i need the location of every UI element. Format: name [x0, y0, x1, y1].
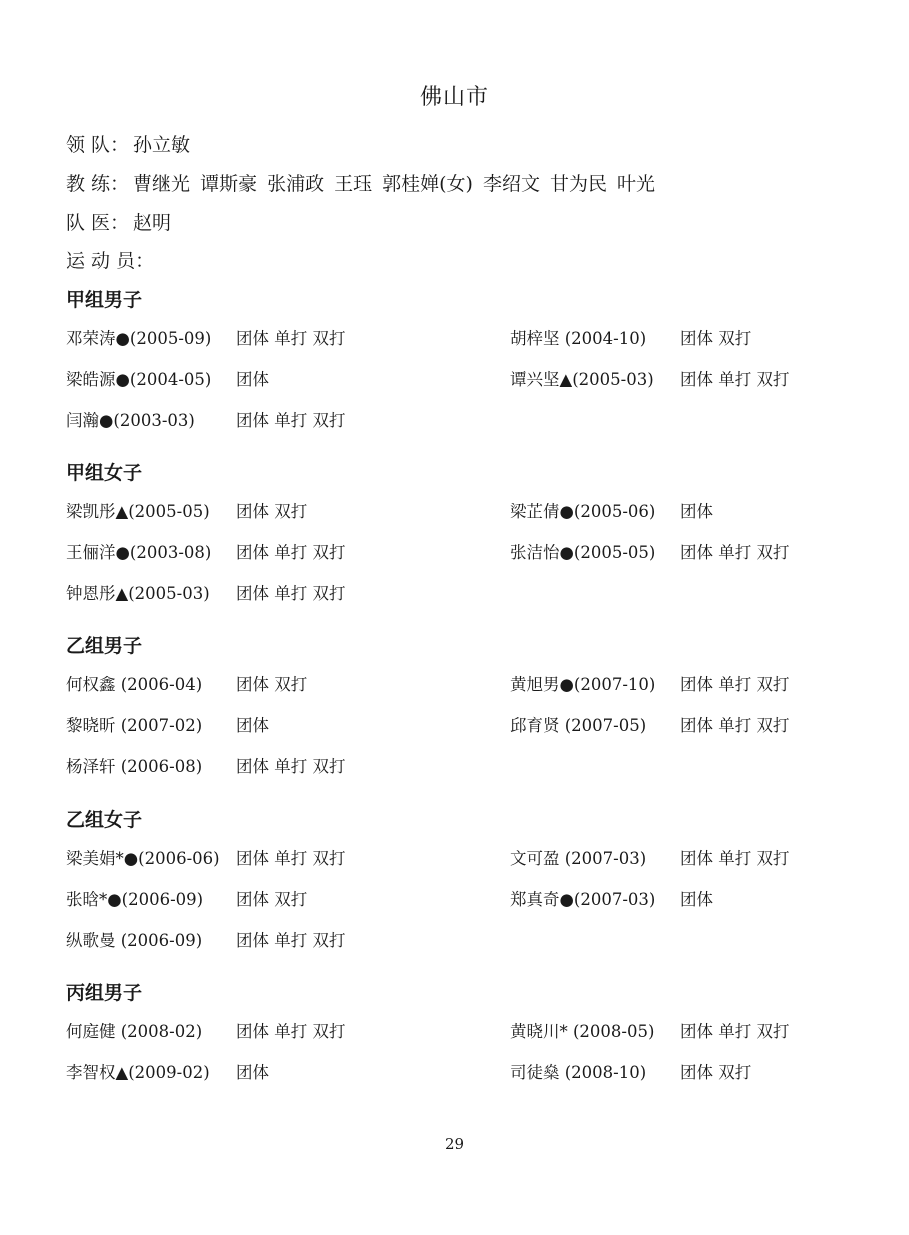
athlete-name: 黄旭男●(2007-10)	[510, 675, 656, 694]
athlete-events: 团体 单打 双打	[236, 1022, 346, 1041]
athlete-name: 梁凯彤▲(2005-05)	[66, 502, 210, 521]
athlete-events: 团体 双打	[680, 1063, 752, 1082]
athlete-name: 张晗*●(2006-09)	[66, 890, 204, 909]
athlete-events: 团体 单打 双打	[680, 370, 790, 389]
athlete-events: 团体 单打 双打	[236, 411, 346, 430]
roster-row	[0, 927, 909, 953]
athlete-name: 胡梓坚 (2004-10)	[510, 329, 647, 348]
roster-row	[0, 1059, 909, 1085]
leader-names	[133, 134, 200, 156]
athlete-name: 钟恩彤▲(2005-03)	[66, 584, 210, 603]
leader-name: 孙立敏	[133, 134, 191, 156]
athlete-events: 团体 单打 双打	[236, 584, 346, 603]
page-title: 佛山市	[419, 85, 489, 110]
leader-line	[66, 130, 200, 157]
athlete-events: 团体 单打 双打	[680, 675, 790, 694]
athlete-events: 团体 双打	[236, 675, 308, 694]
roster-row	[0, 407, 909, 433]
section-heading: 甲组男子	[66, 289, 143, 311]
athlete-events: 团体 单打 双打	[236, 757, 346, 776]
athlete-events: 团体	[236, 716, 269, 735]
athlete-name: 黎晓昕 (2007-02)	[66, 716, 203, 735]
athlete-events: 团体 双打	[236, 890, 308, 909]
athletes-line	[66, 246, 158, 273]
athlete-name: 闫瀚●(2003-03)	[66, 411, 195, 430]
coach-name: 张浦政	[267, 173, 325, 195]
coach-name: 郭桂婵(女)	[382, 173, 473, 195]
doctor-line	[66, 208, 181, 235]
athlete-name: 王俪洋●(2003-08)	[66, 543, 212, 562]
doctor-name: 赵明	[133, 212, 172, 234]
roster-row	[0, 886, 909, 912]
athlete-events: 团体 单打 双打	[236, 931, 346, 950]
athlete-events: 团体 单打 双打	[236, 329, 346, 348]
coach-name: 王珏	[334, 173, 373, 195]
roster-row	[0, 539, 909, 565]
roster-row	[0, 845, 909, 871]
athlete-events: 团体 单打 双打	[680, 543, 790, 562]
athlete-name: 杨泽轩 (2006-08)	[66, 757, 203, 776]
athlete-events: 团体 双打	[236, 502, 308, 521]
doctor-names	[133, 212, 181, 234]
roster-row	[0, 671, 909, 697]
coach-name: 曹继光	[133, 173, 191, 195]
athlete-name: 邱育贤 (2007-05)	[510, 716, 647, 735]
athlete-name: 梁美娟*●(2006-06)	[66, 849, 220, 868]
athlete-name: 张洁怡●(2005-05)	[510, 543, 656, 562]
athlete-name: 谭兴坚▲(2005-03)	[510, 370, 654, 389]
athlete-name: 邓荣涛●(2005-09)	[66, 329, 212, 348]
athlete-name: 何庭健 (2008-02)	[66, 1022, 203, 1041]
athlete-name: 何权鑫 (2006-04)	[66, 675, 203, 694]
roster-row	[0, 712, 909, 738]
coach-name: 谭斯豪	[200, 173, 258, 195]
roster-row	[0, 580, 909, 606]
roster-row	[0, 325, 909, 351]
athlete-events: 团体 单打 双打	[680, 716, 790, 735]
athlete-name: 梁芷倩●(2005-06)	[510, 502, 656, 521]
roster-row	[0, 366, 909, 392]
athlete-events: 团体	[236, 1063, 269, 1082]
roster-row	[0, 498, 909, 524]
athlete-name: 黄晓川* (2008-05)	[510, 1022, 655, 1041]
athlete-events: 团体 双打	[680, 329, 752, 348]
athlete-events: 团体 单打 双打	[680, 849, 790, 868]
athlete-events: 团体 单打 双打	[236, 543, 346, 562]
athlete-name: 纵歌曼 (2006-09)	[66, 931, 203, 950]
coach-name: 甘为民	[549, 173, 607, 195]
leader-label: 领 队：	[66, 134, 130, 156]
coach-name: 李绍文	[482, 173, 540, 195]
athlete-events: 团体	[680, 890, 713, 909]
page-number: 29	[444, 1135, 465, 1153]
section-heading: 甲组女子	[66, 462, 143, 484]
athlete-events: 团体 单打 双打	[236, 849, 346, 868]
athletes-label: 运 动 员：	[66, 250, 155, 272]
coach-names	[133, 173, 665, 195]
athlete-name: 梁皓源●(2004-05)	[66, 370, 212, 389]
athlete-name: 郑真奇●(2007-03)	[510, 890, 656, 909]
athlete-events: 团体	[236, 370, 269, 389]
coach-name: 叶光	[616, 173, 655, 195]
athlete-name: 司徒燊 (2008-10)	[510, 1063, 647, 1082]
roster-row	[0, 753, 909, 779]
section-heading: 乙组女子	[66, 809, 143, 831]
roster-row	[0, 1018, 909, 1044]
doctor-label: 队 医：	[66, 212, 130, 234]
coach-line	[66, 169, 665, 196]
section-heading: 乙组男子	[66, 635, 143, 657]
athlete-name: 文可盈 (2007-03)	[510, 849, 647, 868]
section-heading: 丙组男子	[66, 982, 143, 1004]
coach-label: 教 练：	[66, 173, 130, 195]
athlete-events: 团体 单打 双打	[680, 1022, 790, 1041]
athlete-name: 李智权▲(2009-02)	[66, 1063, 210, 1082]
athlete-events: 团体	[680, 502, 713, 521]
